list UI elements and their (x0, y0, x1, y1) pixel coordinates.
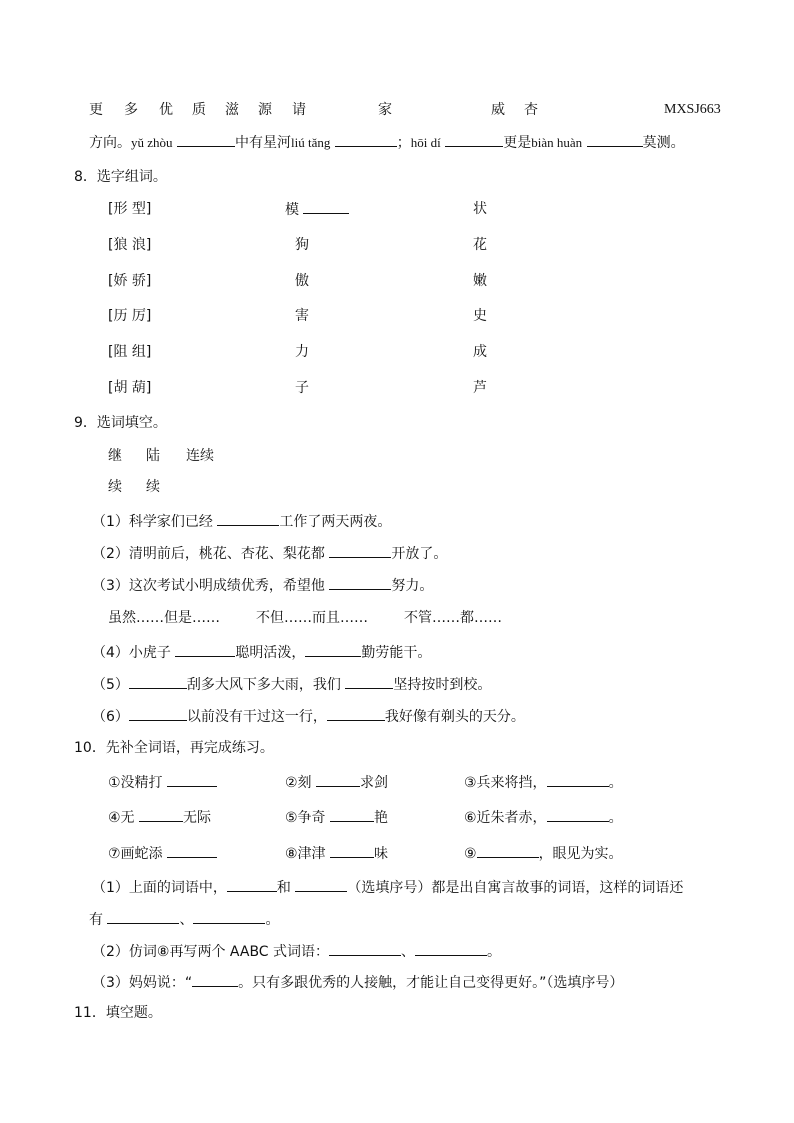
pinyin: liú tǎng (290, 135, 331, 150)
header-char: 优 (159, 102, 173, 118)
answer-blank[interactable] (167, 844, 217, 858)
word-stem: 狗 (295, 237, 309, 253)
answer-blank[interactable] (139, 808, 183, 822)
char-pair: [历 厉] (108, 308, 152, 324)
answer-blank[interactable] (547, 808, 609, 822)
char-pair: [形 型] (108, 201, 152, 217)
word-option: 陆 (146, 448, 160, 464)
answer-blank[interactable] (329, 544, 391, 558)
answer-blank[interactable] (129, 707, 187, 721)
idiom-item: ⑤争奇 (285, 810, 326, 826)
q9-sentence: （6） 以前没有干过这一行， 我好像有剃头的天分。 (92, 709, 525, 725)
answer-blank[interactable] (327, 707, 385, 721)
q11-title: 11．填空题。 (74, 1005, 162, 1021)
answer-blank[interactable] (329, 942, 401, 956)
word-stem: 花 (473, 237, 487, 253)
conjunction-option: 不但……而且…… (256, 610, 368, 626)
q9-sentence: （2）清明前后，桃花、杏花、梨花都 开放了。 (92, 546, 448, 562)
pinyin: hōi dí (410, 135, 441, 150)
q8-title: 8．选字组词。 (74, 169, 167, 185)
conjunction-option: 虽然……但是…… (108, 610, 220, 626)
answer-blank[interactable] (305, 643, 361, 657)
idiom-item: ②刻 (285, 775, 312, 791)
idiom-item: ⑥近朱者赤， (464, 810, 547, 826)
answer-blank[interactable] (477, 844, 539, 858)
answer-blank[interactable] (330, 844, 374, 858)
answer-blank[interactable] (587, 133, 643, 147)
word-stem: 傲 (295, 273, 309, 289)
q10-part2: （2）仿词⑧再写两个 AABC 式词语： 、 。 (92, 944, 502, 960)
answer-blank[interactable] (445, 133, 503, 147)
answer-blank[interactable] (175, 643, 235, 657)
idiom-item: ⑦画蛇添 (108, 846, 163, 862)
header-char: 家 (378, 102, 392, 118)
q10-part3: （3）妈妈说：“ 。只有多跟优秀的人接触，才能让自己变得更好。”（选填序号） (92, 975, 624, 991)
answer-blank[interactable] (217, 512, 279, 526)
answer-blank[interactable] (227, 878, 277, 892)
word-stem: 状 (473, 201, 487, 217)
word-stem: 成 (473, 344, 487, 360)
q9-sentence: （4）小虎子 聪明活泼， 勤劳能干。 (92, 645, 432, 661)
word-stem: 力 (295, 344, 309, 360)
answer-blank[interactable] (330, 808, 374, 822)
answer-blank[interactable] (329, 576, 391, 590)
answer-blank[interactable] (335, 133, 397, 147)
answer-blank[interactable] (415, 942, 487, 956)
q10-part1-cont: 有 、 。 (89, 912, 280, 928)
word-stem: 模 (285, 202, 299, 218)
idiom-item: ⑧津津 (285, 846, 326, 862)
answer-blank[interactable] (303, 200, 349, 214)
idiom-item: ⑨ (464, 846, 477, 862)
answer-blank[interactable] (316, 773, 360, 787)
word-option: 续 (108, 479, 122, 495)
word-stem: 芦 (473, 380, 487, 396)
header-char: 更 (89, 102, 103, 118)
word-stem: 子 (295, 380, 309, 396)
header-char: 源 (258, 102, 272, 118)
answer-blank[interactable] (107, 910, 179, 924)
answer-blank[interactable] (167, 773, 217, 787)
answer-blank[interactable] (547, 773, 609, 787)
header-char: 质 (192, 102, 206, 118)
header-char: 多 (124, 102, 138, 118)
answer-blank[interactable] (295, 878, 347, 892)
answer-blank[interactable] (192, 973, 238, 987)
word-stem: 史 (473, 308, 487, 324)
conjunction-option: 不管……都…… (404, 610, 502, 626)
answer-blank[interactable] (193, 910, 265, 924)
answer-blank[interactable] (177, 133, 235, 147)
header-char: 威 (491, 102, 505, 118)
header-char: 滋 (225, 102, 239, 118)
q9-sentence: （5） 刮多大风下多大雨，我们 坚持按时到校。 (92, 677, 492, 693)
word-option: 连续 (186, 448, 214, 464)
header-char: 杏 (524, 102, 538, 118)
q7-line: 方向。yǔ zhòu 中有星河liú tǎng ；hōi dí 更是biàn huàn 莫测。 (89, 135, 685, 151)
word-stem: 害 (295, 308, 309, 324)
char-pair: [胡 葫] (108, 380, 152, 396)
q10-title: 10．先补全词语，再完成练习。 (74, 740, 274, 756)
word-option: 续 (146, 479, 160, 495)
pinyin: biàn huàn (531, 135, 583, 150)
header-code: MXSJ663 (664, 102, 721, 117)
char-pair: [阻 组] (108, 344, 152, 360)
q9-title: 9．选词填空。 (74, 415, 167, 431)
q9-sentence: （1）科学家们已经 工作了两天两夜。 (92, 514, 392, 530)
pinyin: yǔ zhòu (131, 135, 173, 150)
char-pair: [狼 浪] (108, 237, 152, 253)
word-option: 继 (108, 448, 122, 464)
answer-blank[interactable] (345, 675, 393, 689)
q10-part1: （1）上面的词语中， 和 （选填序号）都是出自寓言故事的词语，这样的词语还 (92, 880, 684, 896)
idiom-item: ③兵来将挡， (464, 775, 547, 791)
idiom-item: ①没精打 (108, 775, 163, 791)
char-pair: [娇 骄] (108, 273, 152, 289)
header-char: 请 (292, 102, 306, 118)
q9-sentence: （3）这次考试小明成绩优秀，希望他 努力。 (92, 578, 434, 594)
idiom-item: ④无 (108, 810, 135, 826)
word-stem: 嫩 (473, 273, 487, 289)
answer-blank[interactable] (129, 675, 187, 689)
header-row (0, 101, 794, 119)
